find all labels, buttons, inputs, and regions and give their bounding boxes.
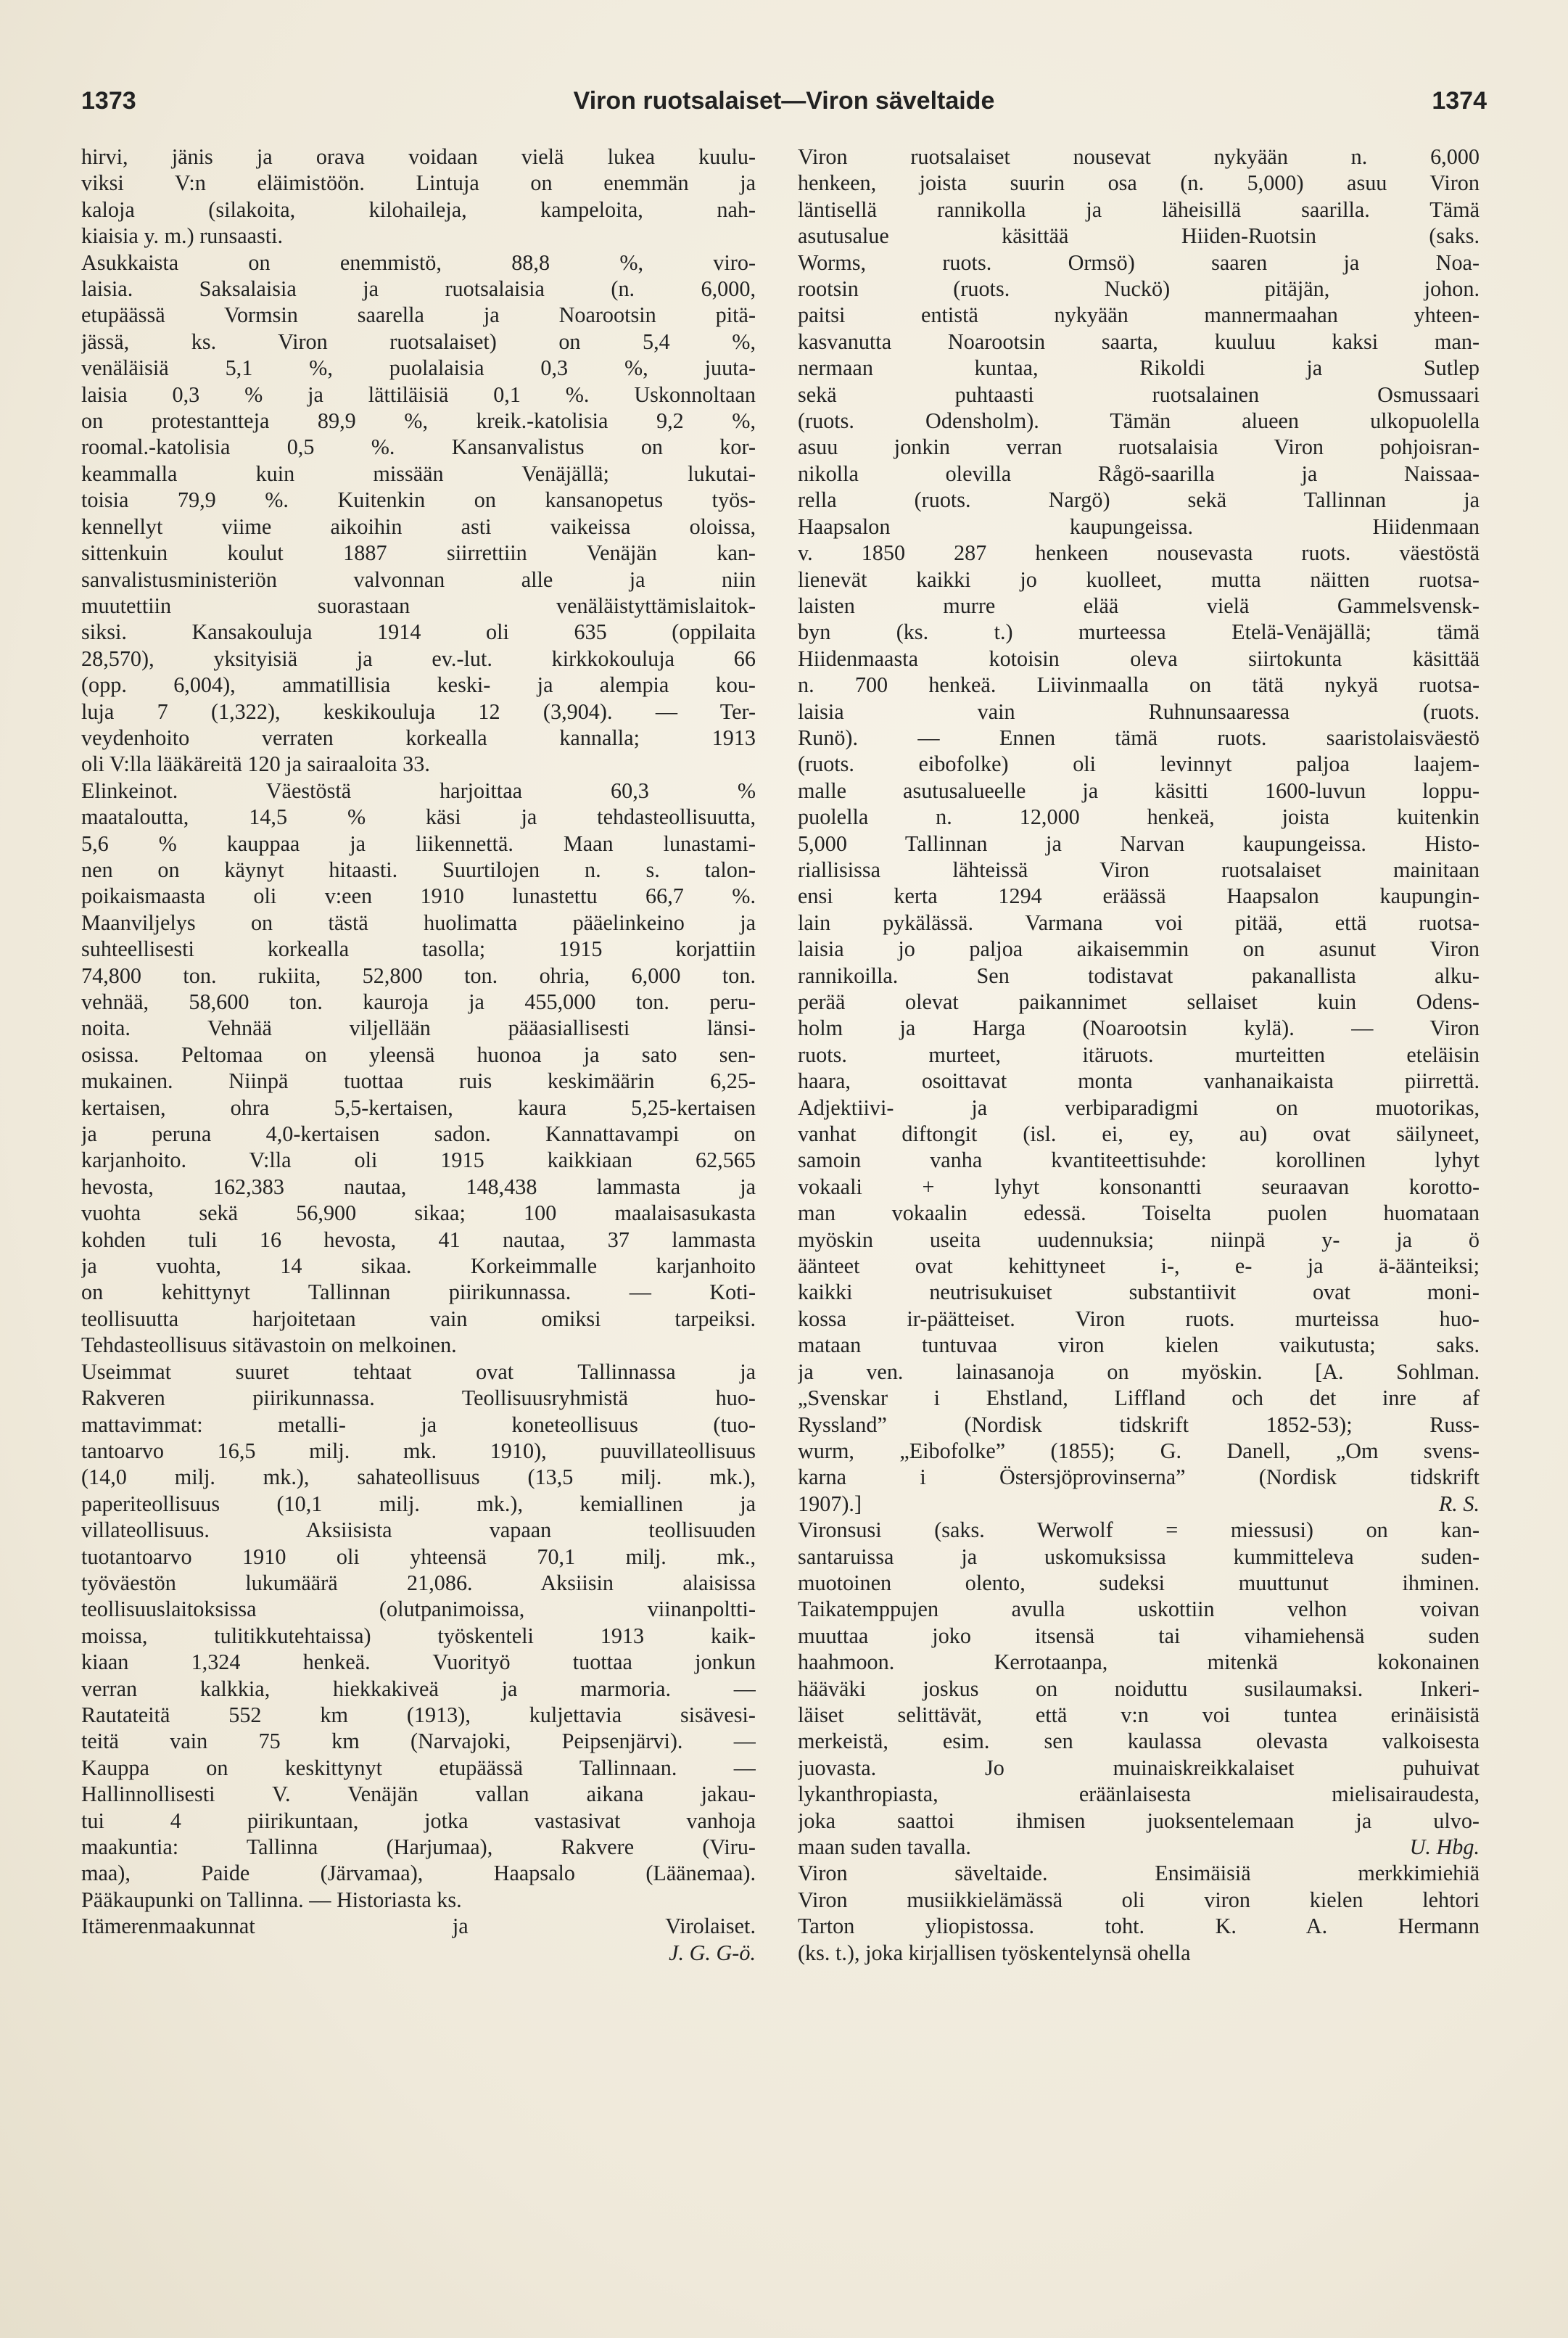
text-line: laisia. Saksalaisia ja ruotsalaisia (n. 6,000, [81, 276, 756, 302]
text-line: jässä, ks. Viron ruotsalaiset) on 5,4 %, [81, 329, 756, 354]
text-line: vokaali + lyhyt konsonantti seuraavan korotto- [798, 1174, 1480, 1199]
page-number-right: 1374 [1432, 87, 1487, 115]
text-line: hääväki joskus on noiduttu susilaumaksi. Inkeri- [798, 1676, 1480, 1701]
text-line: Viron ruotsalaiset nousevat nykyään n. 6,000 [798, 144, 1480, 169]
text-line: villateollisuus. Aksiisista vapaan teollisuuden [81, 1518, 756, 1543]
text-line: malle asutusalueelle ja käsitti 1600-luvun loppu- [798, 778, 1480, 803]
text-line: Itämerenmaakunnat ja Virolaiset. [81, 1914, 756, 1939]
text-line: luja 7 (1,322), keskikouluja 12 (3,904). — Ter- [81, 699, 756, 724]
text-line: työväestön lukumäärä 21,086. Aksiisin alaisissa [81, 1570, 756, 1595]
text-line: (14,0 milj. mk.), sahateollisuus (13,5 milj. mk.), [81, 1465, 756, 1490]
text-line: kennellyt viime aikoihin asti vaikeissa oloissa, [81, 514, 756, 539]
text-line: karna i Östersjöprovinserna” (Nordisk tidskrift [798, 1465, 1480, 1490]
text-line: maataloutta, 14,5 % käsi ja tehdasteollisuutta, [81, 804, 756, 830]
text-line: Maanviljelys on tästä huolimatta pääelinkeino ja [81, 910, 756, 935]
text-line: Worms, ruots. Ormsö) saaren ja Noa- [798, 250, 1480, 275]
text-line: nermaan kuntaa, Rikoldi ja Sutlep [798, 355, 1480, 381]
text-line: teitä vain 75 km (Narvajoki, Peipsenjärvi). — [81, 1729, 756, 1754]
text-line: asutusalue käsittää Hiiden-Ruotsin (saks. [798, 223, 1480, 249]
text-line: Taikatemppujen avulla uskottiin velhon voivan [798, 1597, 1480, 1622]
text-line: Asukkaista on enemmistö, 88,8 %, viro- [81, 250, 756, 275]
text-line: v. 1850 287 henkeen nousevasta ruots. väestöstä [798, 540, 1480, 566]
text-line: vuohta sekä 56,900 sikaa; 100 maalaisasukasta [81, 1201, 756, 1226]
text-line: mattavimmat: metalli- ja koneteollisuus (tuo- [81, 1412, 756, 1437]
text-line: 28,570), yksityisiä ja ev.-lut. kirkkokouluja 66 [81, 646, 756, 671]
text-line: puolella n. 12,000 henkeä, joista kuitenkin [798, 804, 1480, 830]
text-line: tuotantoarvo 1910 oli yhteensä 70,1 milj. mk., [81, 1544, 756, 1569]
text-line: suhteellisesti korkealla tasolla; 1915 korjattiin [81, 937, 756, 962]
text-line: wurm, „Eibofolke” (1855); G. Danell, „Om svens- [798, 1438, 1480, 1463]
left-text-column [81, 144, 756, 1966]
text-line: laisia jo paljoa aikaisemmin on asunut Viron [798, 937, 1480, 962]
text-line: Rakveren piirikunnassa. Teollisuusryhmistä huo- [81, 1386, 756, 1411]
text-line: myöskin useita uudennuksia; niinpä y- ja ö [798, 1227, 1480, 1252]
author-signature: J. G. G-ö. [669, 1940, 756, 1965]
text-line: on protestantteja 89,9 %, kreik.-katolisia 9,2 %, [81, 408, 756, 434]
text-line: roomal.-katolisia 0,5 %. Kansanvalistus on kor- [81, 435, 756, 460]
text-line: paitsi entistä nykyään mannermaahan yhteen- [798, 302, 1480, 328]
text-line: tui 4 piirikuntaan, jotka vastasivat vanhoja [81, 1808, 756, 1833]
text-line: Hiidenmaasta kotoisin oleva siirtokunta käsittää [798, 646, 1480, 671]
text-line: riallisissa lähteissä Viron ruotsalaiset mainitaan [798, 857, 1480, 882]
text-line: moissa, tulitikkutehtaissa) työskenteli 1913 kaik- [81, 1623, 756, 1648]
text-line: vanhat diftongit (isl. ei, ey, au) ovat säilyneet, [798, 1121, 1480, 1147]
text-line: lienevät kaikki jo kuolleet, mutta näitten ruotsa- [798, 567, 1480, 592]
text-line: joka saattoi ihmisen juoksentelemaan ja ulvo- [798, 1808, 1480, 1833]
right-text-column [798, 144, 1480, 1966]
text-line: Kauppa on keskittynyt etupäässä Tallinnaan. — [81, 1755, 756, 1780]
text-line: laisten murre elää vielä Gammelsvensk- [798, 593, 1480, 618]
text-line: läiset selittävät, että v:n voi tuntea erinäisistä [798, 1702, 1480, 1727]
text-line: Viron säveltaide. Ensimäisiä merkkimiehiä [798, 1861, 1480, 1886]
text-line: laisia 0,3 % ja lättiläisiä 0,1 %. Uskonnoltaan [81, 382, 756, 407]
text-line: samoin vanha kvantiteettisuhde: korollinen lyhyt [798, 1148, 1480, 1173]
text-line: (ks. t.), joka kirjallisen työskentelynsä ohella [798, 1940, 1191, 1965]
text-line: Useimmat suuret tehtaat ovat Tallinnassa ja [81, 1359, 756, 1384]
text-line: viksi V:n eläimistöön. Lintuja on enemmän ja [81, 170, 756, 196]
text-line: mukainen. Niinpä tuottaa ruis keskimäärin 6,25- [81, 1069, 756, 1094]
text-line: rannikoilla. Sen todistavat pakanallista alku- [798, 963, 1480, 988]
author-signature: U. Hbg. [1409, 1835, 1480, 1859]
text-line: lain pykälässä. Varmana voi pitää, että ruotsa- [798, 910, 1480, 935]
text-line: Tarton yliopistossa. toht. K. A. Hermann [798, 1914, 1480, 1939]
text-line: 5,6 % kauppaa ja liikennettä. Maan lunastami- [81, 831, 756, 856]
text-line: nikolla olevilla Rågö-saarilla ja Naissaa- [798, 461, 1480, 486]
text-line: Adjektiivi- ja verbiparadigmi on muotorikas, [798, 1095, 1480, 1120]
text-line: muuttaa joko itsensä tai vihamiehensä suden [798, 1623, 1480, 1648]
text-line: (ruots. Odensholm). Tämän alueen ulkopuolella [798, 408, 1480, 434]
author-signature: R. S. [1438, 1491, 1480, 1516]
text-line: juovasta. Jo muinaiskreikkalaiset puhuivat [798, 1755, 1480, 1780]
text-line: noita. Vehnää viljellään pääasiallisesti länsi- [81, 1016, 756, 1041]
text-line: keammalla kuin missään Venäjällä; lukutai- [81, 461, 756, 486]
text-line: läntisellä rannikolla ja läheisillä saarilla. Tämä [798, 197, 1480, 222]
text-line: Tehdasteollisuus sitävastoin on melkoinen. [81, 1333, 457, 1358]
text-line: ja peruna 4,0-kertaisen sadon. Kannattavampi on [81, 1121, 756, 1147]
text-line: haara, osoittavat monta vanhanaikaista piirrettä. [798, 1069, 1480, 1094]
text-line: kasvanutta Noarootsin saarta, kuuluu kaksi man- [798, 329, 1480, 354]
text-line: Viron musiikkielämässä oli viron kielen lehtori [798, 1887, 1480, 1912]
text-line: kaikki neutrisukuiset substantiivit ovat moni- [798, 1280, 1480, 1305]
text-line: ensi kerta 1294 eräässä Haapsalon kaupungin- [798, 884, 1480, 909]
text-line: kiaisia y. m.) runsaasti. [81, 223, 284, 249]
text-line: (ruots. eibofolke) oli levinnyt paljoa laajem- [798, 752, 1480, 777]
text-line: perää olevat paikannimet sellaiset kuin Odens- [798, 989, 1480, 1014]
text-line: veydenhoito verraten korkealla kannalla; 1913 [81, 725, 756, 750]
text-line: nen on käynyt hitaasti. Suurtilojen n. s. talon- [81, 857, 756, 882]
text-line: etupäässä Vormsin saarella ja Noarootsin pitä- [81, 302, 756, 328]
text-line: paperiteollisuus (10,1 milj. mk.), kemiallinen ja [81, 1491, 756, 1516]
text-line: sittenkuin koulut 1887 siirrettiin Venäjän kan- [81, 540, 756, 566]
text-line: hevosta, 162,383 nautaa, 148,438 lammasta ja [81, 1174, 756, 1199]
text-line: maa), Paide (Järvamaa), Haapsalo (Läänemaa). [81, 1861, 756, 1886]
text-line: tantoarvo 16,5 milj. mk. 1910), puuvillateollisuus [81, 1438, 756, 1463]
text-line: Pääkaupunki on Tallinna. — Historiasta ks. [81, 1887, 462, 1912]
text-line: mataan tuntuvaa viron kielen vaikutusta; saks. [798, 1333, 1480, 1358]
text-line: 5,000 Tallinnan ja Narvan kaupungeissa. Histo- [798, 831, 1480, 856]
text-line: rootsin (ruots. Nuckö) pitäjän, johon. [798, 276, 1480, 302]
text-line: holm ja Harga (Noarootsin kylä). — Viron [798, 1016, 1480, 1041]
text-line: teollisuutta harjoitetaan vain omiksi tarpeiksi. [81, 1306, 756, 1331]
text-line: n. 700 henkeä. Liivinmaalla on tätä nykyä ruotsa- [798, 672, 1480, 698]
page-number-left: 1373 [81, 87, 136, 115]
text-line: ja vuohta, 14 sikaa. Korkeimmalle karjanhoito [81, 1254, 756, 1279]
text-line: man vokaalin edessä. Toiselta puolen huomataan [798, 1201, 1480, 1226]
text-line: 74,800 ton. rukiita, 52,800 ton. ohria, 6,000 ton. [81, 963, 756, 988]
text-line: kertaisen, ohra 5,5-kertaisen, kaura 5,25-kertaisen [81, 1095, 756, 1120]
text-line: henkeen, joista suurin osa (n. 5,000) asuu Viron [798, 170, 1480, 196]
text-line: Rautateitä 552 km (1913), kuljettavia sisävesi- [81, 1702, 756, 1727]
text-line: oli V:lla lääkäreitä 120 ja sairaaloita 33. [81, 752, 430, 777]
text-line: Elinkeinot. Väestöstä harjoittaa 60,3 % [81, 778, 756, 803]
text-fragment: maan suden tavalla. [798, 1835, 971, 1859]
text-line: sekä puhtaasti ruotsalainen Osmussaari [798, 382, 1480, 407]
text-line: ja ven. lainasanoja on myöskin. [A. Sohlman. [798, 1359, 1480, 1384]
text-line: Hallinnollisesti V. Venäjän vallan aikana jakau- [81, 1782, 756, 1807]
text-line [798, 1491, 1480, 1517]
text-line: muutettiin suorastaan venäläistyttämislaitok- [81, 593, 756, 618]
text-line: poikaismaasta oli v:een 1910 lunastettu 66,7 %. [81, 884, 756, 909]
text-line: lykanthropiasta, eräänlaisesta mielisairaudesta, [798, 1782, 1480, 1807]
text-line: muotoinen olento, sudeksi muuttunut ihminen. [798, 1570, 1480, 1595]
text-line: karjanhoito. V:lla oli 1915 kaikkiaan 62,565 [81, 1148, 756, 1173]
text-line: venäläisiä 5,1 %, puolalaisia 0,3 %, juuta- [81, 355, 756, 381]
text-line: asuu jonkin verran ruotsalaisia Viron pohjoisran- [798, 435, 1480, 460]
text-line: merkeistä, esim. sen kaulassa olevasta valkoisesta [798, 1729, 1480, 1754]
text-line: kiaan 1,324 henkeä. Vuorityö tuottaa jonkun [81, 1650, 756, 1675]
text-line: kaloja (silakoita, kilohaileja, kampeloita, nah- [81, 197, 756, 222]
text-line: kohden tuli 16 hevosta, 41 nautaa, 37 lammasta [81, 1227, 756, 1252]
text-line: maakuntia: Tallinna (Harjumaa), Rakvere (Viru- [81, 1835, 756, 1859]
text-line: laisia vain Ruhnunsaaressa (ruots. [798, 699, 1480, 724]
text-line: Vironsusi (saks. Werwolf = miessusi) on kan- [798, 1518, 1480, 1543]
text-line: (opp. 6,004), ammatillisia keski- ja alempia kou- [81, 672, 756, 698]
text-fragment: 1907).] [798, 1491, 862, 1516]
text-line [798, 1834, 1480, 1860]
text-line: sanvalistusministeriön valvonnan alle ja niin [81, 567, 756, 592]
text-line: vehnää, 58,600 ton. kauroja ja 455,000 ton. peru- [81, 989, 756, 1014]
text-line: on kehittynyt Tallinnan piirikunnassa. — Koti- [81, 1280, 756, 1305]
text-line: hirvi, jänis ja orava voidaan vielä lukea kuulu- [81, 144, 756, 169]
text-line: teollisuuslaitoksissa (olutpanimoissa, viinanpoltti- [81, 1597, 756, 1622]
text-line: Runö). — Ennen tämä ruots. saaristolaisväestö [798, 725, 1480, 750]
text-line: Haapsalon kaupungeissa. Hiidenmaan [798, 514, 1480, 539]
text-line: byn (ks. t.) murteessa Etelä-Venäjällä; tämä [798, 620, 1480, 645]
text-line: äänteet ovat kehittyneet i-, e- ja ä-äänteiksi; [798, 1254, 1480, 1279]
text-line: haahmoon. Kerrotaanpa, mitenkä kokonainen [798, 1650, 1480, 1675]
text-line: osissa. Peltomaa on yleensä huonoa ja sato sen- [81, 1042, 756, 1067]
page-title: Viron ruotsalaiset—Viron säveltaide [573, 87, 995, 115]
text-line: santaruissa ja uskomuksissa kummitteleva suden- [798, 1544, 1480, 1569]
page-header [81, 87, 1487, 138]
text-line: „Svenskar i Ehstland, Liffland och det inre af [798, 1386, 1480, 1411]
text-line: kossa ir-päätteiset. Viron ruots. murteissa huo- [798, 1306, 1480, 1331]
text-line: Ryssland” (Nordisk tidskrift 1852-53); Russ- [798, 1412, 1480, 1437]
text-line: siksi. Kansakouluja 1914 oli 635 (oppilaita [81, 620, 756, 645]
text-line: verran kalkkia, hiekkakiveä ja marmoria. — [81, 1676, 756, 1701]
text-line: ruots. murteet, itäruots. murteitten eteläisin [798, 1042, 1480, 1067]
text-line: rella (ruots. Nargö) sekä Tallinnan ja [798, 487, 1480, 513]
text-line: toisia 79,9 %. Kuitenkin on kansanopetus työs- [81, 487, 756, 513]
